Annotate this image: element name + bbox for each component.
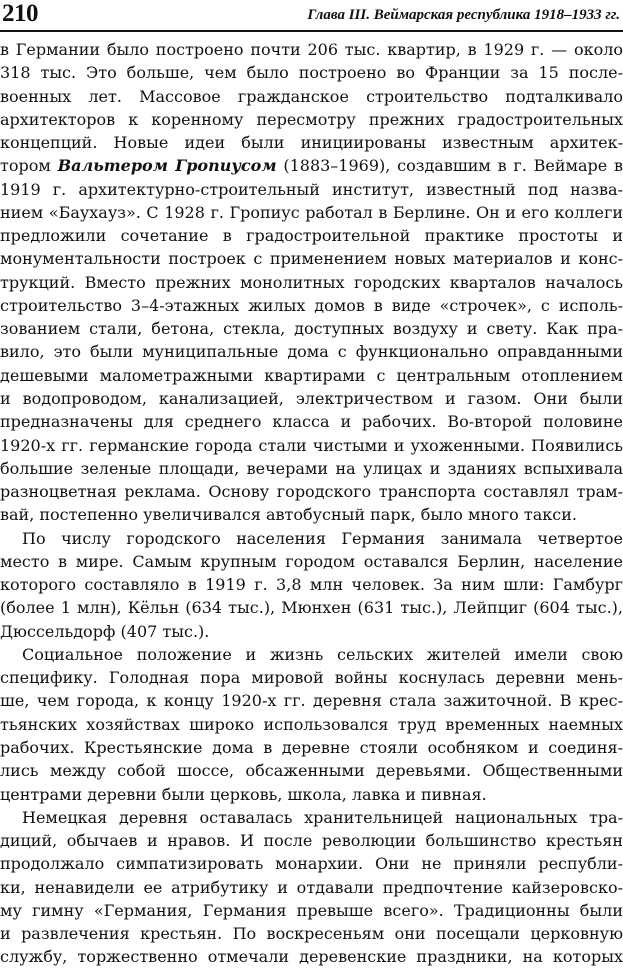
text-line: му гимну «Германия, Германия превыше всего». Традиционны были [0,900,623,920]
text-line: в Германии было построено почти 206 тыс. квартир, в 1929 г. — около [0,40,623,59]
text-line: 1920-х гг. германские города стали чистыми и ухоженными. Появились [0,435,623,455]
text-line: которого составляло в 1919 г. 3,8 млн человек. За ним шли: Гамбург [0,575,623,595]
text-line: диций, обычаев и нравов. И после революции большинство крестьян [0,831,623,851]
running-head: Глава III. Веймарская республика 1918–1933 гг. [307,7,620,23]
text-line: большие зеленые площади, вечерами на улицах и зданиях вспыхивала [0,458,623,478]
text-line: нием «Баухауз». С 1928 г. Гропиус работал в Берлине. Он и его коллеги [0,202,623,222]
text-line: 1919 г. архитектурно-строительный институт, известный под назва- [0,179,623,199]
text-line: дешевыми малометражными квартирами с центральным отоплением [0,365,623,385]
page-header [0,0,623,32]
text-line: вило, это были муниципальные дома с функционально оправданными [0,342,623,362]
text-line: архитекторов к коренному пересмотру прежних градостроительных [0,109,623,129]
text-line: монументальности построек с применением новых материалов и конс- [0,249,623,269]
emphasized-name: Вальтером Гропиусом [57,156,277,176]
text-line: вай, постепенно увеличивался автобусный парк, было много такси. [0,505,577,525]
text-line: предложили сочетание в градостроительной практике простоты и [0,226,623,246]
text-line: трукций. Вместо прежних монолитных городских кварталов началось [0,272,623,292]
text-line: 318 тыс. Это больше, чем было построено во Франции за 15 после- [0,63,623,83]
text-line: и водопроводом, канализацией, электричеством и газом. Они были [0,388,623,408]
text-line: Дюссельдорф (407 тыс.). [0,621,210,641]
text-line: ки, ненавидели ее атрибутику и отдавали предпочтение кайзеровско- [0,877,623,897]
text-line: предназначены для среднего класса и рабочих. Во-второй половине [0,412,623,432]
text-segment: тором [0,156,58,176]
text-line: военных лет. Массовое гражданское строительство подталкивало [0,86,623,106]
text-line: место в мире. Самым крупным городом оставался Берлин, население [0,551,623,571]
text-line: (более 1 млн), Кёльн (634 тыс.), Мюнхен (631 тыс.), Лейпциг (604 тыс.), [0,598,623,618]
text-line: концепций. Новые идеи были инициированы известным архитек- [0,133,623,153]
text-line: ше, чем города, к концу 1920-х гг. деревня стала зажиточной. В крес- [0,691,623,711]
text-line: строительство 3–4-этажных жилых домов в виде «строчек», с исполь- [0,295,623,315]
text-line: специфику. Голодная пора мировой войны коснулась деревни мень- [0,668,623,688]
text-segment: (1883–1969), создавшим в г. Веймаре в [276,156,623,176]
text-line: разноцветная реклама. Основу городского транспорта составлял трам- [0,482,623,502]
text-line: Социальное положение и жизнь сельских жителей имели свою [22,644,623,664]
text-line: Немецкая деревня оставалась хранительницей национальных тра- [22,807,623,827]
text-line: службу, торжественно отмечали деревенские праздники, на которых [0,947,623,967]
text-line: По числу городского населения Германия занимала четвертое [22,528,623,548]
body-text [0,38,623,969]
text-line: центрами деревни были церковь, школа, лавка и пивная. [0,784,487,804]
text-line: рабочих. Крестьянские дома в деревне стояли особняком и соединя- [0,737,623,757]
text-line: и развлечения крестьян. По воскресеньям они посещали церковную [0,924,623,944]
page-number: 210 [2,0,38,27]
text-line: тьянских хозяйствах широко использовался труд временных наемных [0,714,623,734]
text-line [0,154,623,177]
text-line: продолжало симпатизировать монархии. Они не приняли республи- [0,854,623,874]
text-line: зованием стали, бетона, стекла, доступных воздуху и свету. Как пра- [0,319,623,339]
text-line: лись между собой шоссе, обсаженными деревьями. Общественными [0,761,623,781]
